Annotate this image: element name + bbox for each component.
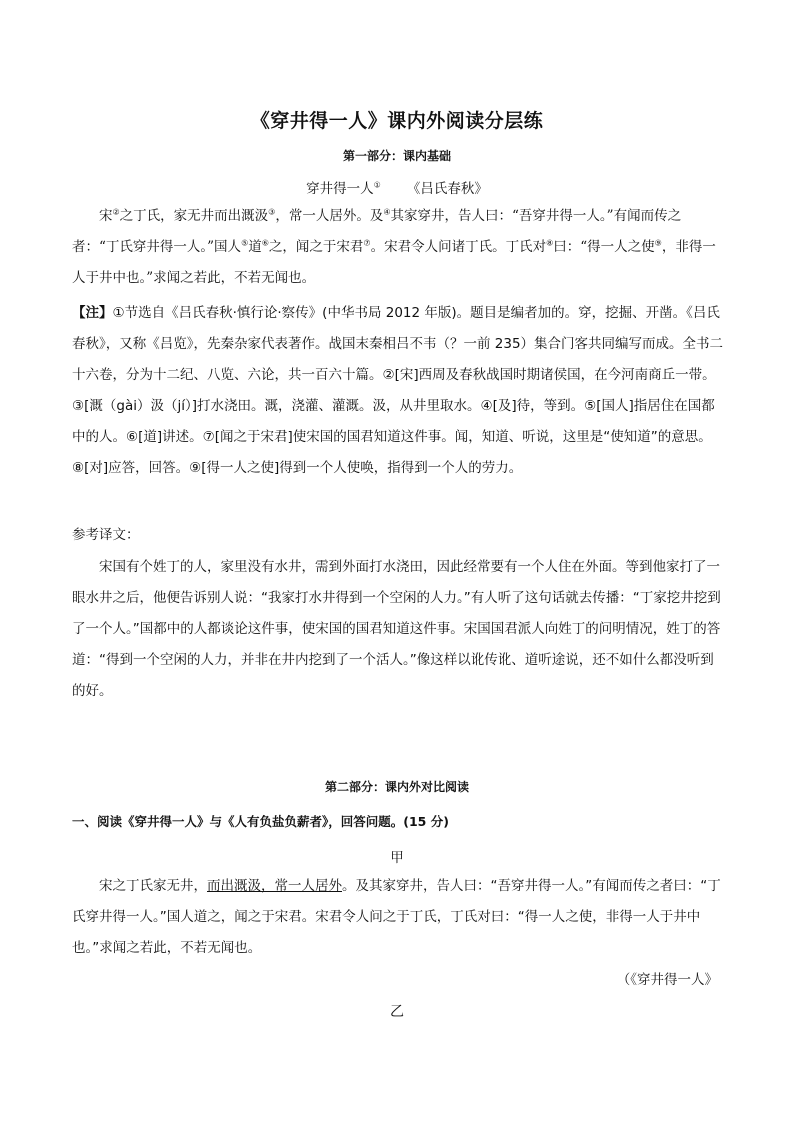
part1-heading: 第一部分：课内基础	[342, 149, 451, 163]
translation-text: 宋国有个姓丁的人，家里没有水井，需到外面打水浇田，因此经常要有一个人住在外面。等到他家打了一眼水井之后，他便告诉别人说：“我家打水井得到一个空闲的人力。”有人听了这句话就去传播：“丁家挖井挖到了一个人。”国都中的人都谈论这件事，使宋国的国君知道这件事。宋国国君派人向姓丁的问明情况，姓丁的答道：“得到一个空闲的人力，并非在井内挖到了一个活人。”像这样以讹传讹、道听途说，还不如什么都没听到的好。	[72, 559, 721, 699]
question-1: 一、阅读《穿井得一人》与《人有负盐负薪者》，回答问题。(15 分)	[72, 814, 449, 829]
work-title: 穿井得一人	[306, 181, 374, 197]
notes-paragraph	[72, 298, 724, 484]
page-title: 《穿井得一人》课内外阅读分层练	[250, 110, 544, 132]
passage-yi-label: 乙	[390, 1004, 404, 1020]
work-source: 《吕氏春秋》	[406, 181, 488, 197]
notes-head: 【注】	[72, 305, 113, 321]
original-text: 宋②之丁氏，家无井而出溉汲③，常一人居外。及④其家穿井，告人曰：“吾穿井得一人。”有闻而传之者：“丁氏穿井得一人。”国人⑤道⑥之，闻之于宋君⑦。宋君令人问诸丁氏。丁氏对⑧曰：“得一人之使⑨，非得一人于井中也。”求闻之若此，不若无闻也。	[72, 207, 716, 286]
work-title-line	[0, 177, 794, 197]
work-title-footnote-mark: ①	[373, 180, 381, 190]
notes-text: ①节选自《吕氏春秋·慎行论·察传》(中华书局 2012 年版)。题目是编者加的。穿，挖掘、开凿。《吕氏春秋》，又称《吕览》，先秦杂家代表著作。战国末秦相吕不韦（？一前 235）集合门客共同编写而成。全书二十六卷，分为十二纪、八览、六论，共一百六十篇。②[宋]西周及春秋战国时期诸侯国，在今河南商丘一带。③[溉（gài）汲（jí）]打水浇田。溉，浇灌、灌溉。汲，从井里取水。④[及]待，等到。⑤[国人]指居住在国都中的人。⑥[道]讲述。⑦[闻之于宋君]使宋国的国君知道这件事。闻，知道、听说，这里是“使知道”的意思。⑧[对]应答，回答。⑨[得一人之使]得到一个人使唤，指得到一个人的劳力。	[72, 305, 724, 476]
translation-label: 参考译文：	[72, 527, 140, 543]
underlined-phrase: 而出溉汲，常一人居外	[207, 878, 342, 894]
passage-jia-text: 宋之丁氏家无井，而出溉汲，常一人居外。及其家穿井，告人曰：“吾穿井得一人。”有闻而传之者曰：“丁氏穿井得一人。”国人道之，闻之于宋君。宋君令人问之于丁氏，丁氏对曰：“得一人之使，非得一人于井中也。”求闻之若此，不若无闻也。	[72, 878, 721, 956]
passage-jia-label: 甲	[390, 850, 404, 866]
part2-heading: 第二部分：课内外对比阅读	[324, 780, 469, 794]
passage-jia-source: （《穿井得一人》	[616, 972, 718, 988]
